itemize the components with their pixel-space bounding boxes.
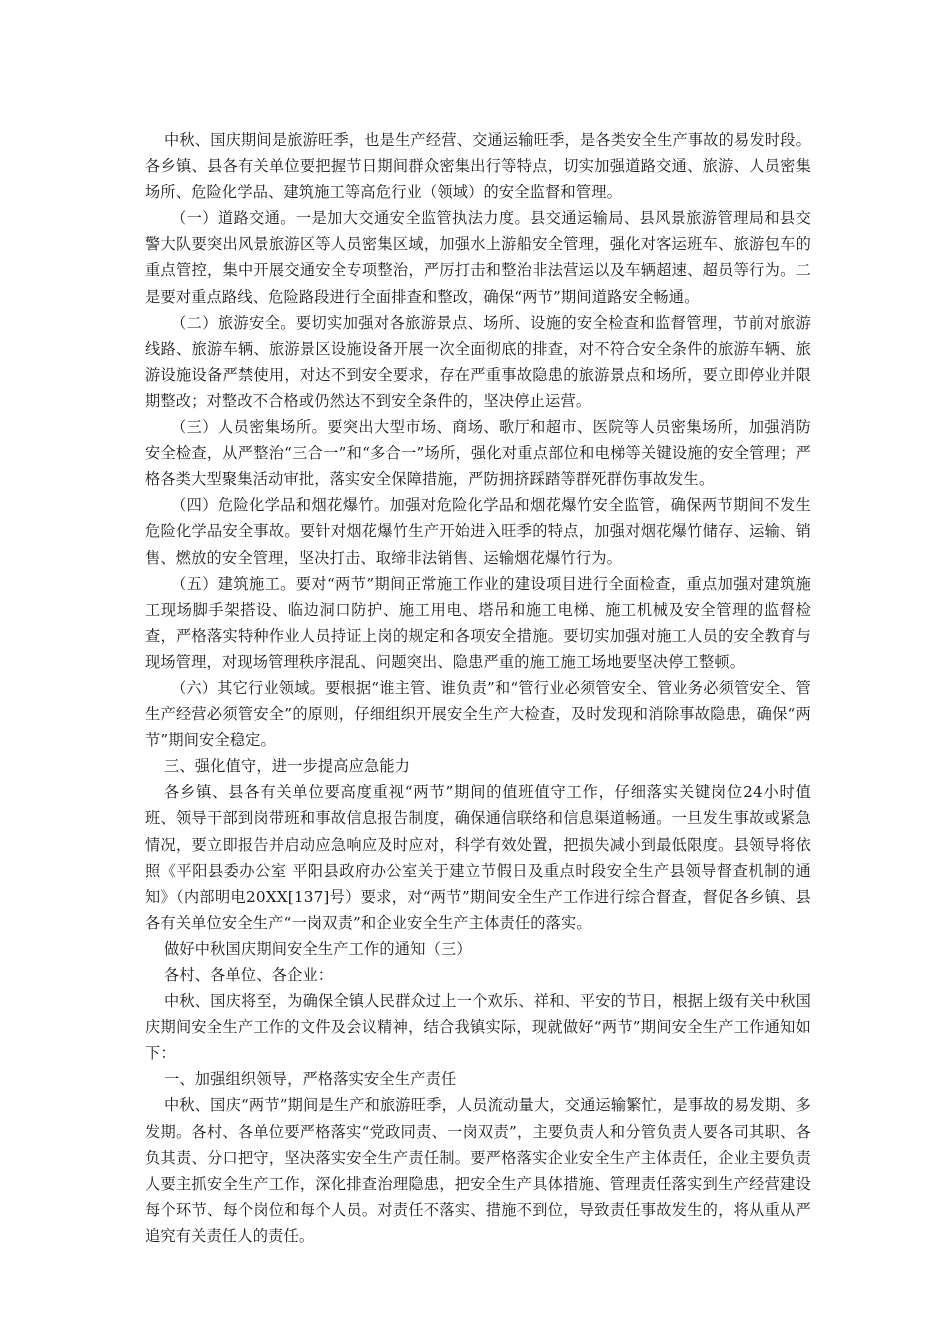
section-heading-leadership: 一、加强组织领导，严格落实安全生产责任 [164, 1070, 457, 1089]
paragraph-crowded-places: （三）人员密集场所。要突出大型市场、商场、歌厅和超市、医院等人员密集场所，加强消防安全检查，从严整治“三合一”和“多合一”场所，强化对重点部位和电梯等关键设施的安全管理；严格各类大型聚集活动审批，落实安全保障措施，严防拥挤踩踏等群死群伤事故发生。 [145, 418, 811, 489]
paragraph-leadership: 中秋、国庆“两节”期间是生产和旅游旺季，人员流动量大，交通运输繁忙，是事故的易发期、多发期。各村、各单位要严格落实“党政同责、一岗双责”，主要负责人和分管负责人要各司其职、各负其责、分口把守，坚决落实安全生产责任制。要严格落实企业安全生产主体责任，企业主要负责人要主抓安全生产工作，深化排查治理隐患，把安全生产具体措施、管理责任落实到生产经营建设每个环节、每个岗位和每个人员。对责任不落实、措施不到位，导致责任事故发生的，将从重从严追究有关责任人的责任。 [145, 1096, 811, 1245]
notice-addressee: 各村、各单位、各企业： [164, 966, 334, 984]
paragraph-other-industries: （六）其它行业领域。要根据“谁主管、谁负责”和“管行业必须管安全、管业务必须管安全、管生产经营必须管安全”的原则，仔细组织开展安全生产大检查，及时发现和消除事故隐患，确保“两节”期间安全稳定。 [145, 678, 811, 750]
paragraph-construction: （五）建筑施工。要对“两节”期间正常施工作业的建设项目进行全面检查，重点加强对建筑施工现场脚手架搭设、临边洞口防护、施工用电、塔吊和施工电梯、施工机械及安全管理的监督检查，严格落实特种作业人员持证上岗的规定和各项安全措施。要切实加强对施工人员的安全教育与现场管理，对现场管理秩序混乱、问题突出、隐患严重的施工施工场地要坚决停工整顿。 [145, 574, 811, 671]
paragraph-intro: 中秋、国庆期间是旅游旺季，也是生产经营、交通运输旺季，是各类安全生产事故的易发时段。各乡镇、县各有关单位要把握节日期间群众密集出行等特点，切实加强道路交通、旅游、人员密集场所、危险化学品、建筑施工等高危行业（领域）的安全监督和管理。 [145, 131, 811, 202]
notice-title: 做好中秋国庆期间安全生产工作的通知（三） [164, 939, 472, 958]
document-body [145, 127, 811, 1249]
section-heading-duty: 三、强化值守，进一步提高应急能力 [164, 757, 411, 776]
paragraph-duty: 各乡镇、县各有关单位要高度重视“两节”期间的值班值守工作，仔细落实关键岗位24小时值班、领导干部到岗带班和事故信息报告制度，确保通信联络和信息渠道畅通。一旦发生事故或紧急情况，要立即报告并启动应急响应及时应对，科学有效处置，把损失减小到最低限度。县领导将依照《平阳县委办公室 平阳县政府办公室关于建立节假日及重点时段安全生产县领导督查机制的通知》（内部明电20XX[137]号）要求，对“两节”期间安全生产工作进行综合督查，督促各乡镇、县各有关单位安全生产“一岗双责”和企业安全生产主体责任的落实。 [145, 783, 811, 932]
paragraph-hazardous-chemicals: （四）危险化学品和烟花爆竹。加强对危险化学品和烟花爆竹安全监管，确保两节期间不发生危险化学品安全事故。要针对烟花爆竹生产开始进入旺季的特点，加强对烟花爆竹储存、运输、销售、燃放的安全管理，坚决打击、取缔非法销售、运输烟花爆竹行为。 [145, 496, 811, 567]
paragraph-notice-intro: 中秋、国庆将至，为确保全镇人民群众过上一个欢乐、祥和、平安的节日，根据上级有关中秋国庆期间安全生产工作的文件及会议精神，结合我镇实际，现就做好“两节”期间安全生产工作通知如下： [145, 992, 811, 1063]
paragraph-tourism-safety: （二）旅游安全。要切实加强对各旅游景点、场所、设施的安全检查和监督管理，节前对旅游线路、旅游车辆、旅游景区设施设备开展一次全面彻底的排查，对不符合安全条件的旅游车辆、旅游设施设备严禁使用，对达不到安全要求，存在严重事故隐患的旅游景点和场所，要立即停业并限期整改；对整改不合格或仍然达不到安全条件的，坚决停止运营。 [145, 313, 811, 410]
paragraph-road-traffic: （一）道路交通。一是加大交通安全监管执法力度。县交通运输局、县风景旅游管理局和县交警大队要突出风景旅游区等人员密集区域，加强水上游船安全管理，强化对客运班车、旅游包车的重点管控，集中开展交通安全专项整治，严厉打击和整治非法营运以及车辆超速、超员等行为。二是要对重点路线、危险路段进行全面排查和整改，确保“两节”期间道路安全畅通。 [145, 209, 811, 306]
